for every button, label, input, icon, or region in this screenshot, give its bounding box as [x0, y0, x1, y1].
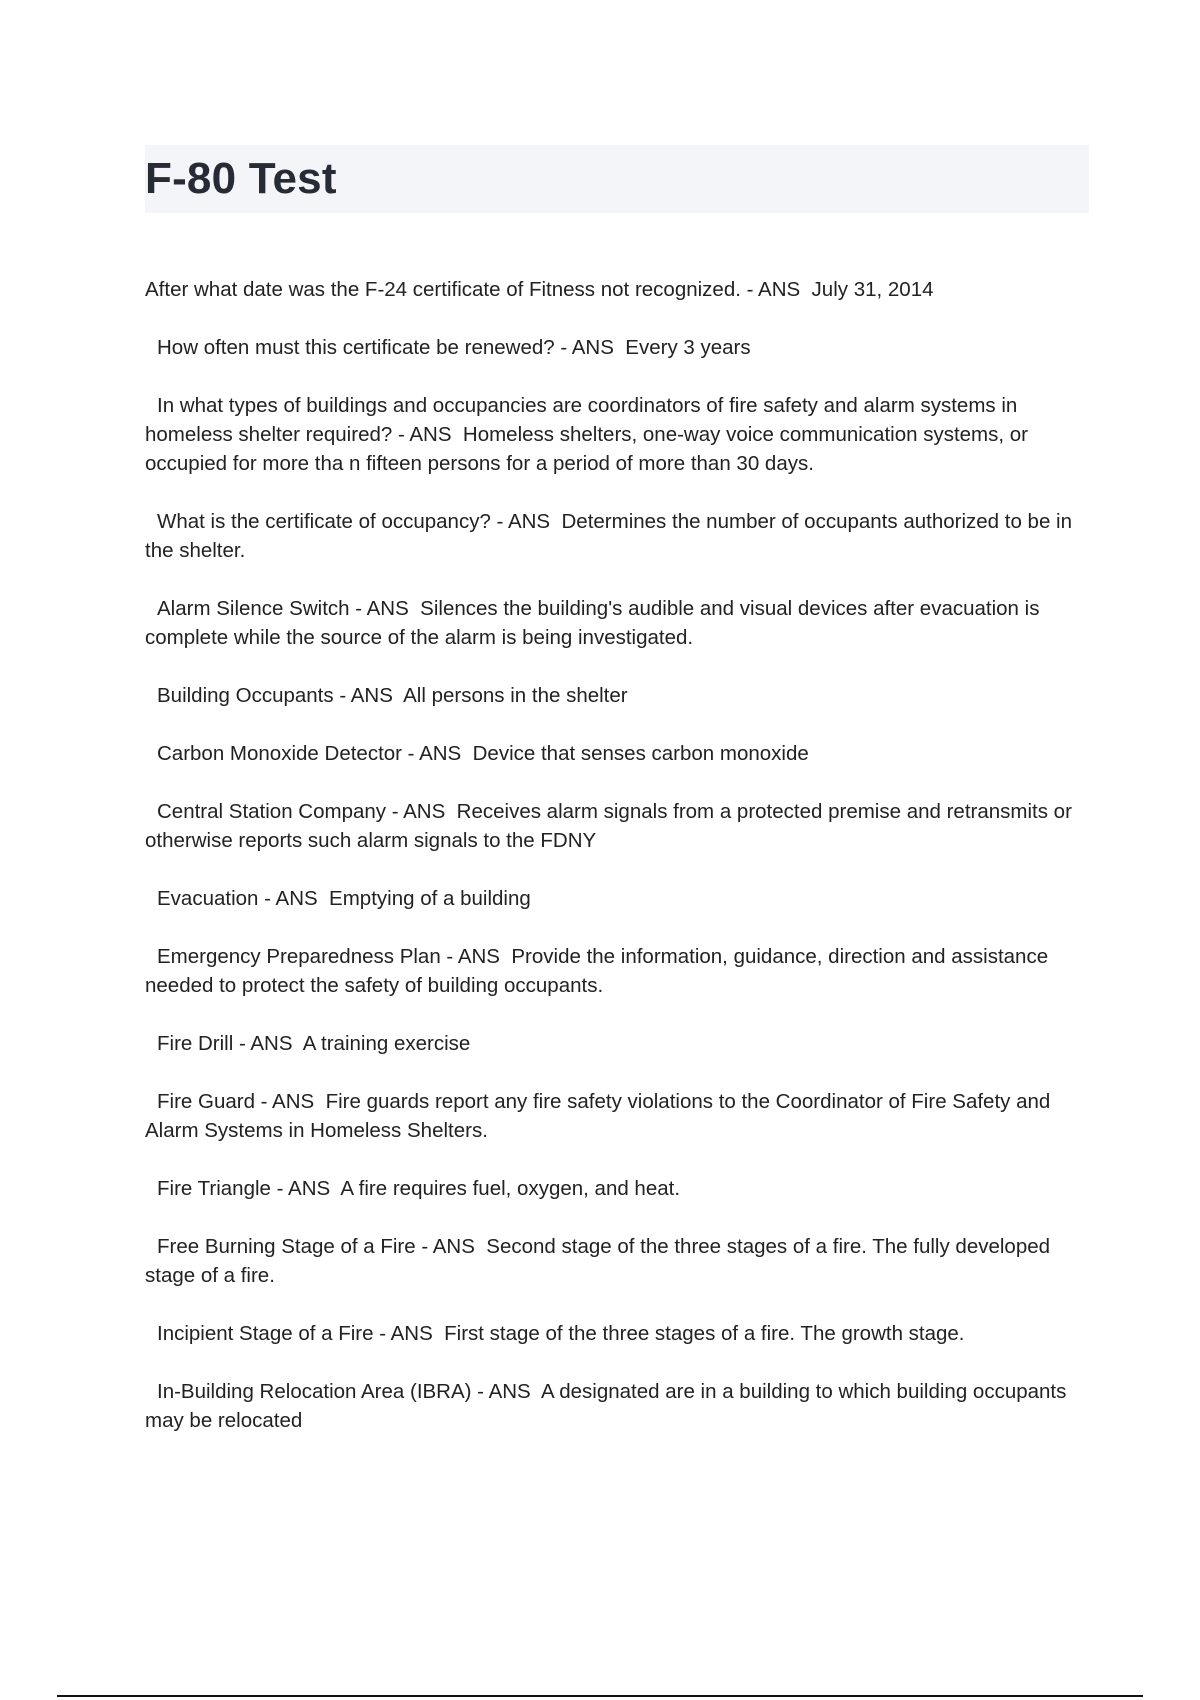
qa-entry: Fire Drill - ANS A training exercise — [157, 1032, 471, 1055]
qa-entry: Incipient Stage of a Fire - ANS First stage of the three stages of a fire. The growth stage. — [157, 1322, 965, 1345]
qa-entry: What is the certificate of occupancy? - ANS Determines the number of occupants authorized to be in the shelter. — [145, 510, 1078, 562]
qa-entry: Free Burning Stage of a Fire - ANS Second stage of the three stages of a fire. The fully developed stage of a fire. — [145, 1235, 1056, 1287]
qa-entry: Fire Guard - ANS Fire guards report any fire safety violations to the Coordinator of Fire Safety and Alarm Systems in Homeless Shelters. — [145, 1090, 1055, 1142]
qa-entry: Evacuation - ANS Emptying of a building — [157, 887, 531, 910]
qa-entry: In-Building Relocation Area (IBRA) - ANS A designated are in a building to which building occupants may be relocated — [145, 1380, 1073, 1432]
qa-entry: Fire Triangle - ANS A fire requires fuel, oxygen, and heat. — [157, 1177, 681, 1200]
qa-entry: Emergency Preparedness Plan - ANS Provide the information, guidance, direction and assistance needed to protect the safety of building occupants. — [145, 945, 1054, 997]
page-title: F-80 Test — [145, 154, 337, 203]
qa-entry: Building Occupants - ANS All persons in the shelter — [157, 684, 628, 707]
qa-entry: Alarm Silence Switch - ANS Silences the building's audible and visual devices after evacuation is complete while the source of the alarm is being investigated. — [145, 597, 1046, 649]
qa-entry: In what types of buildings and occupancies are coordinators of fire safety and alarm systems in homeless shelter required? - ANS Homeless shelters, one-way voice communication systems, or occupied for more tha n fifteen persons for a period of more than 30 days. — [145, 394, 1034, 475]
qa-entry: Central Station Company - ANS Receives alarm signals from a protected premise and retransmits or otherwise reports such alarm signals to the FDNY — [145, 800, 1078, 852]
qa-list — [145, 275, 1089, 1435]
qa-entry: After what date was the F-24 certificate of Fitness not recognized. - ANS July 31, 2014 — [145, 278, 934, 301]
qa-entry: How often must this certificate be renewed? - ANS Every 3 years — [157, 336, 751, 359]
footer-divider — [57, 1695, 1143, 1697]
title-bar — [145, 145, 1089, 213]
qa-entry: Carbon Monoxide Detector - ANS Device that senses carbon monoxide — [157, 742, 809, 765]
document-page — [145, 145, 1089, 1464]
